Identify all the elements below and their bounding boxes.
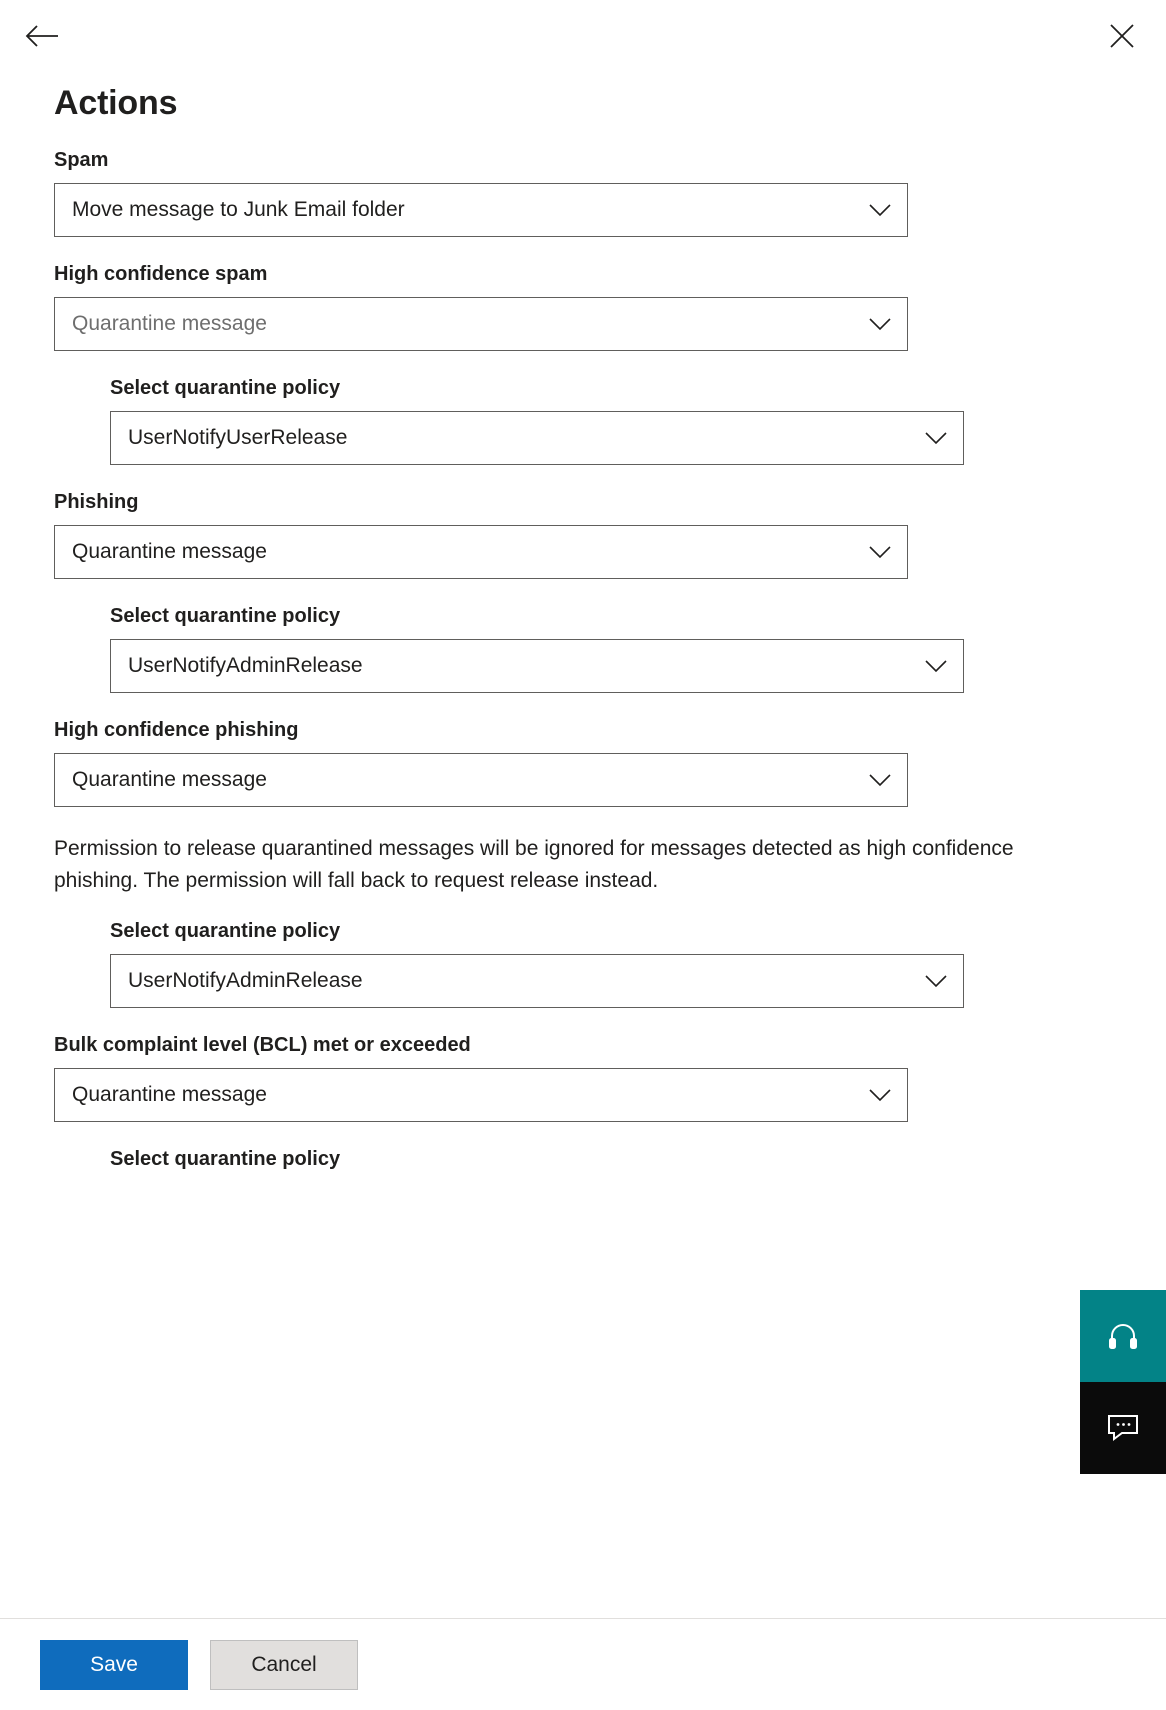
high-confidence-spam-action-value: Quarantine message [72,312,267,335]
flyout-header [0,0,1166,72]
bulk-complaint-level-action-value: Quarantine message [72,1082,267,1106]
quarantine-policy-high-confidence-phishing [110,920,1112,1008]
chevron-down-icon [869,317,891,331]
chevron-down-icon [869,545,891,559]
field-label-bulk-complaint-level: Bulk complaint level (BCL) met or exceeded [54,1033,471,1056]
field-phishing [54,491,1112,579]
help-widgets [1080,1290,1166,1474]
footer-action-bar [0,1618,1166,1710]
quarantine-policy-label: Select quarantine policy [110,605,341,627]
field-label-spam: Spam [54,149,109,171]
phishing-action-value: Quarantine message [72,540,267,563]
field-spam [54,149,1112,237]
spam-action-value: Move message to Junk Email folder [72,198,405,221]
back-button[interactable] [20,14,64,58]
field-bulk-complaint-level [54,1034,1112,1122]
chevron-down-icon [925,659,947,673]
quarantine-policy-label: Select quarantine policy [110,377,341,399]
quarantine-policy-bulk-complaint-level [110,1148,1112,1182]
chevron-down-icon [869,1088,891,1102]
field-high-confidence-spam [54,263,1112,351]
close-button[interactable] [1100,14,1144,58]
page-title: Actions [54,84,178,122]
high-confidence-phishing-action-dropdown[interactable] [54,753,908,807]
quarantine-policy-value: UserNotifyAdminRelease [128,968,363,992]
field-high-confidence-phishing [54,719,1112,807]
chat-icon [1106,1413,1140,1443]
feedback-button[interactable] [1080,1382,1166,1474]
save-button[interactable]: Save [40,1640,188,1690]
field-label-phishing: Phishing [54,491,139,513]
back-arrow-icon [25,24,59,48]
support-button[interactable] [1080,1290,1166,1382]
quarantine-policy-label: Select quarantine policy [110,919,341,942]
chevron-down-icon [925,974,947,988]
quarantine-policy-high-confidence-spam [110,377,1112,465]
quarantine-policy-dropdown-phishing[interactable] [110,639,964,693]
quarantine-policy-phishing [110,605,1112,693]
quarantine-policy-value: UserNotifyAdminRelease [128,654,363,677]
field-label-high-confidence-spam: High confidence spam [54,263,268,285]
chevron-down-icon [869,773,891,787]
quarantine-policy-dropdown-high-confidence-phishing[interactable] [110,954,964,1008]
chevron-down-icon [869,203,891,217]
spam-action-dropdown[interactable] [54,183,908,237]
chevron-down-icon [925,431,947,445]
high-confidence-phishing-note: Permission to release quarantined messages will be ignored for messages detected as high confidence phishing. The permission will fall back to request release instead. [54,837,1014,893]
high-confidence-spam-action-dropdown[interactable] [54,297,908,351]
cancel-button[interactable]: Cancel [210,1640,358,1690]
actions-content [0,84,1166,1182]
phishing-action-dropdown[interactable] [54,525,908,579]
headset-icon [1106,1319,1140,1353]
field-label-high-confidence-phishing: High confidence phishing [54,719,299,741]
bulk-complaint-level-action-dropdown[interactable] [54,1068,908,1122]
quarantine-policy-value: UserNotifyUserRelease [128,426,348,449]
high-confidence-phishing-action-value: Quarantine message [72,768,267,791]
quarantine-policy-dropdown-high-confidence-spam[interactable] [110,411,964,465]
close-icon [1109,23,1135,49]
quarantine-policy-label: Select quarantine policy [110,1147,341,1170]
